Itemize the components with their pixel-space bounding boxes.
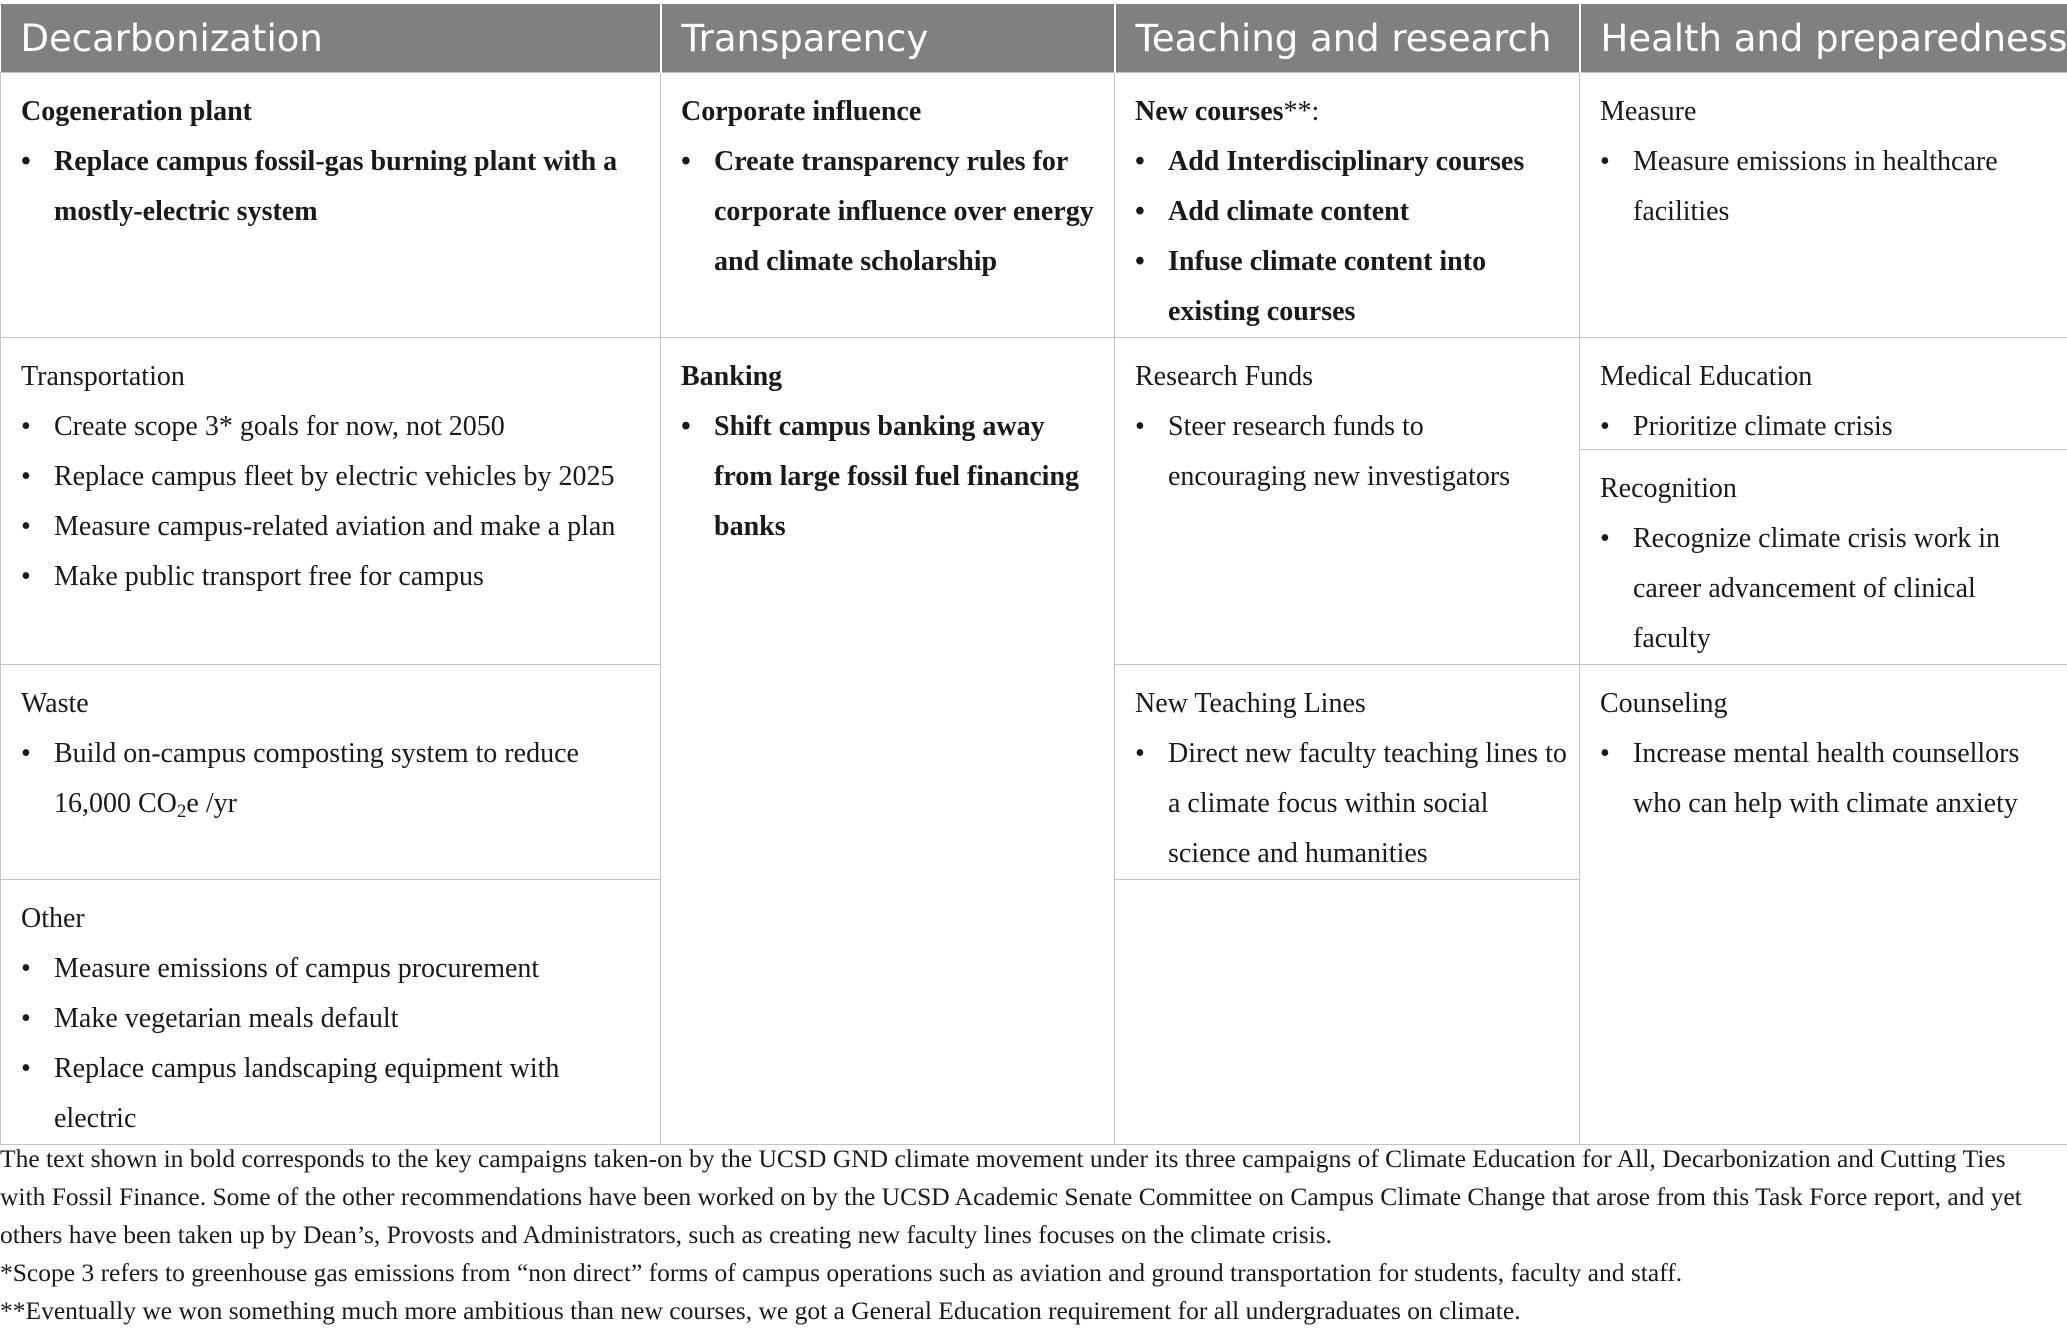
item-list (1135, 729, 1567, 879)
cell-title: Recognition (1600, 473, 1737, 504)
item-list (1600, 729, 2055, 829)
section-medical-education (1580, 338, 2067, 449)
table-row (1, 338, 2067, 665)
cell-cogeneration-plant (1, 73, 661, 338)
cell-measure (1580, 73, 2067, 338)
cell-title: Waste (21, 688, 89, 719)
list-item: • Measure campus-related aviation and make a plan (54, 502, 648, 552)
footnote-scope-3: *Scope 3 refers to greenhouse gas emissions from “non direct” forms of campus operations such as aviation and ground transportation for students, faculty and staff. (0, 1258, 1683, 1287)
cell-title (1135, 87, 1567, 137)
cell-title: Counseling (1600, 688, 1728, 719)
cell-title: Measure (1600, 96, 1697, 127)
cell-title-text: New courses (1135, 96, 1284, 127)
list-item: • Recognize climate crisis work in career advancement of clinical faculty (1633, 514, 2055, 664)
cell-research-funds (1115, 338, 1580, 665)
list-item (54, 729, 648, 829)
cell-title: Corporate influence (681, 96, 922, 127)
table-footnotes (0, 1140, 2055, 1330)
item-list (1135, 402, 1567, 502)
list-item: • Add climate content (1168, 187, 1567, 237)
header-health-preparedness: Health and preparedness (1580, 4, 2067, 73)
header-teaching-research: Teaching and research (1115, 4, 1580, 73)
item-list (681, 402, 1102, 552)
list-item: • Create scope 3* goals for now, not 2050 (54, 402, 648, 452)
cell-banking (661, 338, 1115, 1145)
item-list (681, 137, 1102, 287)
recommendations-table (0, 4, 2067, 1145)
list-item: • Make public transport free for campus (54, 552, 648, 602)
item-list (21, 137, 648, 237)
header-decarbonization: Decarbonization (1, 4, 661, 73)
item-list (21, 402, 648, 602)
header-transparency: Transparency (661, 4, 1115, 73)
list-item: • Replace campus landscaping equipment with electric (54, 1044, 648, 1144)
cell-other (1, 880, 661, 1145)
cell-title: Transportation (21, 361, 185, 392)
cell-title: New Teaching Lines (1135, 688, 1366, 719)
list-item: • Increase mental health counsellors who can help with climate anxiety (1633, 729, 2055, 829)
cell-waste (1, 665, 661, 880)
list-item: • Steer research funds to encouraging new investigators (1168, 402, 1567, 502)
cell-transportation (1, 338, 661, 665)
cell-title: Research Funds (1135, 361, 1314, 392)
cell-title: Medical Education (1600, 361, 1813, 392)
footnote-marker: **: (1283, 96, 1320, 127)
list-item: • Infuse climate content into existing courses (1168, 237, 1567, 337)
waste-item-unit: e /yr (186, 788, 237, 819)
header-row (1, 4, 2067, 73)
subscript-two: 2 (176, 801, 187, 822)
item-list (1600, 402, 2055, 452)
cell-medical-recognition (1580, 338, 2067, 665)
list-item: • Make vegetarian meals default (54, 994, 648, 1044)
section-recognition (1580, 449, 2067, 664)
list-item: • Create transparency rules for corporate influence over energy and climate scholarship (714, 137, 1102, 287)
cell-title: Cogeneration plant (21, 96, 252, 127)
list-item: • Direct new faculty teaching lines to a climate focus within social science and humanities (1168, 729, 1567, 879)
table-row (1, 73, 2067, 338)
list-item: • Measure emissions in healthcare facilities (1633, 137, 2055, 237)
list-item: • Shift campus banking away from large fossil fuel financing banks (714, 402, 1102, 552)
cell-new-courses (1115, 73, 1580, 338)
waste-item-text: Build on-campus composting system to reduce 16,000 CO (54, 738, 579, 819)
list-item: • Replace campus fossil-gas burning plant with a mostly-electric system (54, 137, 648, 237)
footnote-new-courses: **Eventually we won something much more ambitious than new courses, we got a General Education requirement for all undergraduates on climate. (0, 1296, 1521, 1325)
item-list (1135, 137, 1567, 337)
list-item: • Measure emissions of campus procurement (54, 944, 648, 994)
item-list (21, 729, 648, 829)
item-list (21, 944, 648, 1144)
list-item: • Replace campus fleet by electric vehicles by 2025 (54, 452, 648, 502)
cell-new-teaching-lines (1115, 665, 1580, 880)
cell-empty (1115, 880, 1580, 1145)
item-list (1600, 514, 2055, 664)
cell-counseling (1580, 665, 2067, 1145)
footnote-bold-explanation: The text shown in bold corresponds to the key campaigns taken-on by the UCSD GND climate movement under its three campaigns of Climate Education for All, Decarbonization and Cutting Ties with Fossil Finance. Some of the other recommendations have been worked on by the UCSD Academic Senate Committee on Campus Climate Change that arose from this Task Force report, and yet others have been taken up by Dean’s, Provosts and Administrators, such as creating new faculty lines focuses on the climate crisis. (0, 1144, 2022, 1249)
list-item: • Prioritize climate crisis (1633, 402, 2055, 452)
cell-corporate-influence (661, 73, 1115, 338)
cell-title: Other (21, 903, 85, 934)
cell-title: Banking (681, 361, 783, 392)
item-list (1600, 137, 2055, 237)
list-item: • Add Interdisciplinary courses (1168, 137, 1567, 187)
